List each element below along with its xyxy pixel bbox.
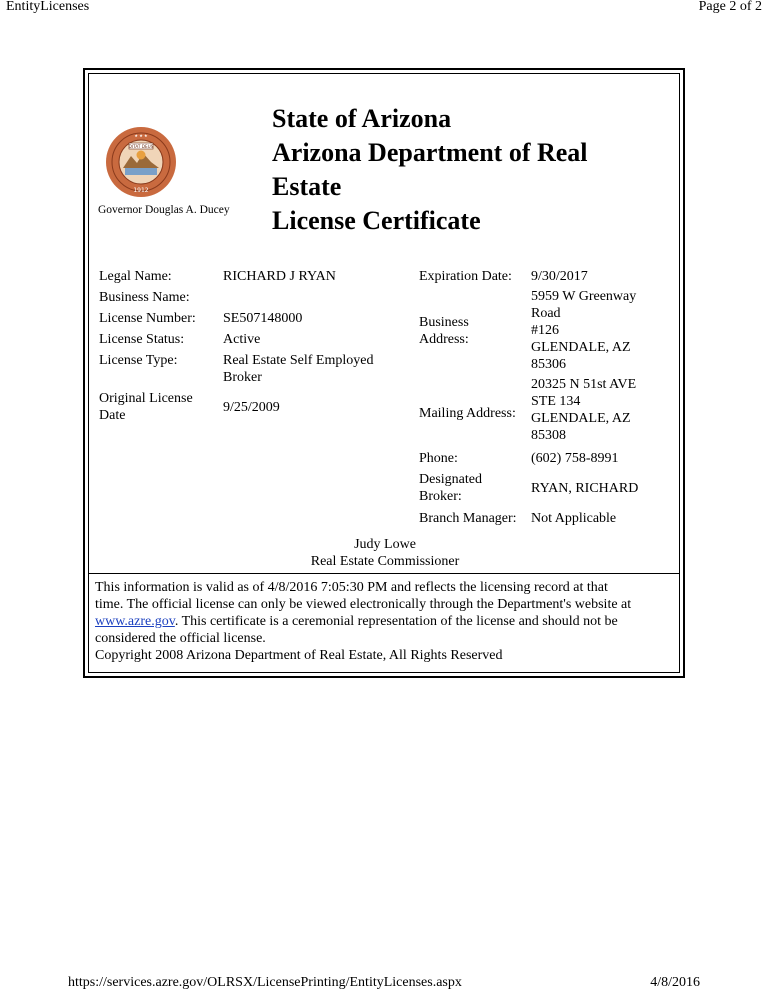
page-indicator: Page 2 of 2: [698, 0, 762, 14]
business-address-line-4: GLENDALE, AZ: [531, 340, 631, 355]
business-address-line-5: 85306: [531, 357, 566, 372]
svg-text:1912: 1912: [133, 187, 149, 194]
business-address-line-3: #126: [531, 323, 559, 338]
business-address-label-line-1: Business: [419, 315, 469, 330]
license-status-value: Active: [223, 332, 261, 347]
notice-line-3: [95, 613, 683, 630]
arizona-seal-icon: [105, 126, 177, 198]
copyright-notice: Copyright 2008 Arizona Department of Real Estate, All Rights Reserved: [95, 648, 503, 663]
mailing-address-label: Mailing Address:: [419, 406, 516, 421]
mailing-address-line-2: STE 134: [531, 394, 581, 409]
business-name-label: Business Name:: [99, 290, 190, 305]
original-date-label-line-2: Date: [99, 408, 126, 423]
designated-broker-label-line-1: Designated: [419, 472, 482, 487]
branch-manager-value: Not Applicable: [531, 511, 617, 526]
business-address-label-line-2: Address:: [419, 332, 469, 347]
original-date-label-line-1: Original License: [99, 391, 193, 406]
original-date-value: 9/25/2009: [223, 400, 280, 415]
designated-broker-label-line-2: Broker:: [419, 489, 462, 504]
mailing-address-line-4: 85308: [531, 428, 566, 443]
phone-value: (602) 758-8991: [531, 451, 619, 466]
mailing-address-line-3: GLENDALE, AZ: [531, 411, 631, 426]
business-address-line-2: Road: [531, 306, 561, 321]
license-number-label: License Number:: [99, 311, 196, 326]
legal-name-label: Legal Name:: [99, 269, 172, 284]
license-type-value-line-2: Broker: [223, 370, 262, 385]
notice-line-4: considered the official license.: [95, 631, 266, 646]
page-header-title: EntityLicenses: [6, 0, 90, 14]
certificate-inner-border: [88, 73, 680, 673]
license-status-label: License Status:: [99, 332, 185, 347]
branch-manager-label: Branch Manager:: [419, 511, 517, 526]
azre-website-link[interactable]: www.azre.gov: [95, 614, 175, 629]
state-seal: [105, 126, 177, 198]
notice-line-1: This information is valid as of 4/8/2016 7:05:30 PM and reflects the licensing record at that: [95, 580, 608, 595]
license-type-value-line-1: Real Estate Self Employed: [223, 353, 374, 368]
title-line-1: State of Arizona: [272, 104, 452, 133]
notice-divider: [89, 573, 679, 574]
certificate-frame: [83, 68, 685, 678]
mailing-address-line-1: 20325 N 51st AVE: [531, 377, 637, 392]
commissioner-title: Real Estate Commissioner: [310, 554, 460, 569]
license-number-value: SE507148000: [223, 311, 303, 326]
phone-label: Phone:: [419, 451, 458, 466]
business-address-line-1: 5959 W Greenway: [531, 289, 637, 304]
legal-name-value: RICHARD J RYAN: [223, 269, 336, 284]
svg-text:★ ★ ★: ★ ★ ★: [134, 133, 148, 138]
governor-name: Governor Douglas A. Ducey: [98, 204, 230, 216]
title-line-2: Arizona Department of Real: [272, 138, 588, 167]
commissioner-name: Judy Lowe: [354, 537, 416, 552]
page-footer-url: https://services.azre.gov/OLRSX/LicensePrinting/EntityLicenses.aspx: [68, 975, 462, 990]
expiration-date-label: Expiration Date:: [419, 269, 512, 284]
designated-broker-value: RYAN, RICHARD: [531, 481, 639, 496]
svg-text:DITAT DEUS: DITAT DEUS: [128, 143, 154, 149]
notice-line-2: time. The official license can only be viewed electronically through the Department's website at: [95, 597, 632, 612]
notice-line-3-rest: . This certificate is a ceremonial representation of the license and should not be: [174, 614, 618, 629]
title-line-3: Estate: [272, 172, 342, 201]
expiration-date-value: 9/30/2017: [531, 269, 588, 284]
title-line-4: License Certificate: [272, 206, 481, 235]
page-footer-date: 4/8/2016: [650, 975, 700, 990]
license-type-label: License Type:: [99, 353, 178, 368]
